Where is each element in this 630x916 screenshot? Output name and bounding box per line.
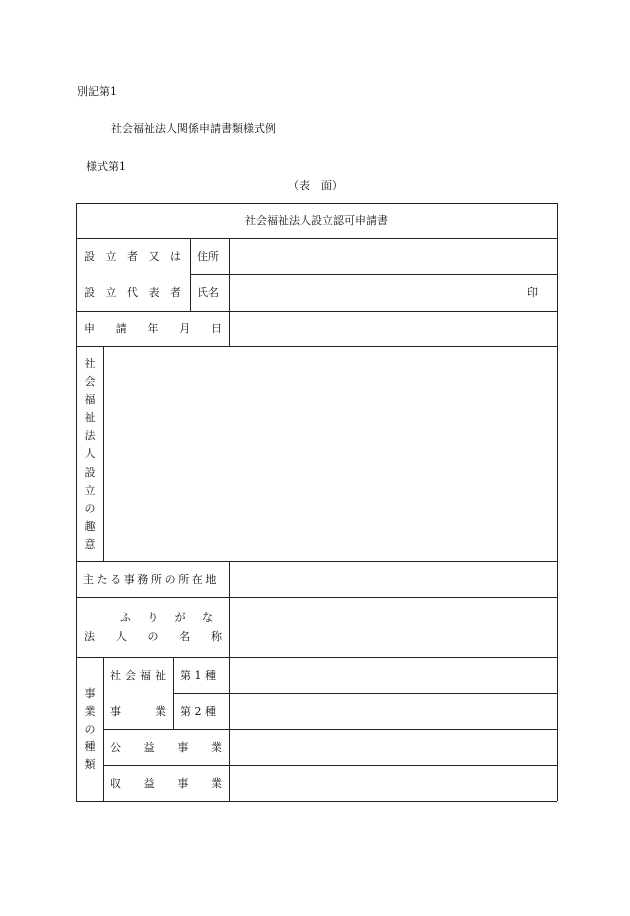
label-char: 種 [84, 740, 96, 754]
label-char: 立 [84, 483, 96, 497]
main-office-label: 主たる事務所の所在地 [83, 573, 219, 586]
label-char: 人 [115, 630, 127, 643]
profit-business-field[interactable] [230, 766, 556, 800]
label-char: り [147, 611, 159, 624]
applicant-label-line2 [84, 287, 181, 298]
public-business-label [110, 742, 222, 753]
label-char: 福 [84, 393, 96, 407]
label-char: 立 [105, 250, 117, 263]
label-char: 会 [84, 375, 96, 389]
document-heading: 社会福祉法人関係申請書類様式例 [111, 122, 276, 135]
seal-mark: 印 [527, 286, 538, 299]
main-office-field[interactable] [230, 562, 556, 596]
label-char: 請 [115, 322, 127, 335]
furigana-label [120, 612, 213, 623]
label-char: 事 [110, 705, 121, 718]
label-char: 称 [211, 630, 222, 643]
label-char: 公 [110, 741, 121, 754]
label-char: 業 [210, 741, 222, 754]
label-char: 福 [140, 669, 151, 682]
label-char: 名 [179, 630, 191, 643]
label-char: 年 [147, 322, 159, 335]
label-char: 会 [125, 669, 136, 682]
public-business-field[interactable] [230, 730, 556, 764]
label-char: 設 [84, 465, 96, 479]
label-char: 者 [170, 286, 181, 299]
label-char: 社 [84, 357, 96, 370]
label-char: 益 [143, 741, 155, 754]
address-field[interactable] [230, 239, 556, 274]
label-char: 法 [84, 429, 96, 443]
label-char: が [174, 611, 186, 624]
applicant-label-line1 [84, 251, 181, 262]
corporation-name-label [84, 631, 222, 642]
type1-label: 第 1 種 [180, 669, 216, 682]
label-char: 類 [84, 758, 96, 771]
label-char: 社 [110, 669, 121, 682]
label-char: 立 [105, 286, 117, 299]
form-number: 様式第1 [86, 160, 126, 173]
appendix-label: 別記第1 [77, 85, 117, 98]
label-char: の [84, 722, 96, 736]
label-char: 日 [211, 322, 222, 335]
label-char: 業 [210, 777, 222, 790]
side-label: （表 面） [288, 179, 343, 192]
label-char: は [170, 250, 181, 263]
type1-field[interactable] [230, 658, 556, 692]
label-char: 事 [177, 777, 189, 790]
purpose-field[interactable] [104, 347, 556, 560]
label-char: 法 [84, 630, 95, 643]
label-char: 設 [84, 250, 95, 263]
application-date-field[interactable] [230, 312, 556, 345]
label-char: 事 [84, 687, 96, 700]
type2-field[interactable] [230, 694, 556, 728]
label-char: 者 [127, 250, 138, 263]
label-char: の [147, 630, 159, 643]
label-char: 又 [148, 250, 160, 263]
label-char: の [84, 501, 96, 515]
label-char: 祉 [84, 411, 96, 425]
label-char: な [201, 611, 213, 624]
corporation-name-field[interactable] [230, 598, 556, 656]
label-char: 趣 [84, 519, 96, 533]
label-char: 申 [84, 322, 95, 335]
label-char: 意 [84, 537, 96, 551]
label-char: 収 [110, 777, 121, 790]
profit-business-label [110, 778, 222, 789]
purpose-label [83, 358, 97, 550]
label-char: 月 [179, 322, 191, 335]
form-title: 社会福祉法人設立認可申請書 [245, 214, 388, 227]
label-char: 人 [84, 447, 96, 461]
welfare-business-label [110, 706, 166, 717]
label-char: ふ [120, 611, 131, 624]
application-date-label [84, 323, 222, 334]
business-type-label [83, 688, 97, 770]
name-label: 氏名 [197, 286, 219, 299]
label-char: 設 [84, 286, 95, 299]
label-char: 業 [155, 705, 166, 718]
address-label: 住所 [197, 250, 219, 263]
label-char: 益 [143, 777, 155, 790]
label-char: 表 [148, 286, 160, 299]
name-field[interactable] [230, 275, 556, 310]
label-char: 事 [177, 741, 189, 754]
type2-label: 第 2 種 [180, 705, 216, 718]
label-char: 代 [127, 286, 138, 299]
label-char: 祉 [155, 669, 166, 682]
label-char: 業 [84, 704, 96, 718]
social-welfare-label [110, 670, 166, 681]
